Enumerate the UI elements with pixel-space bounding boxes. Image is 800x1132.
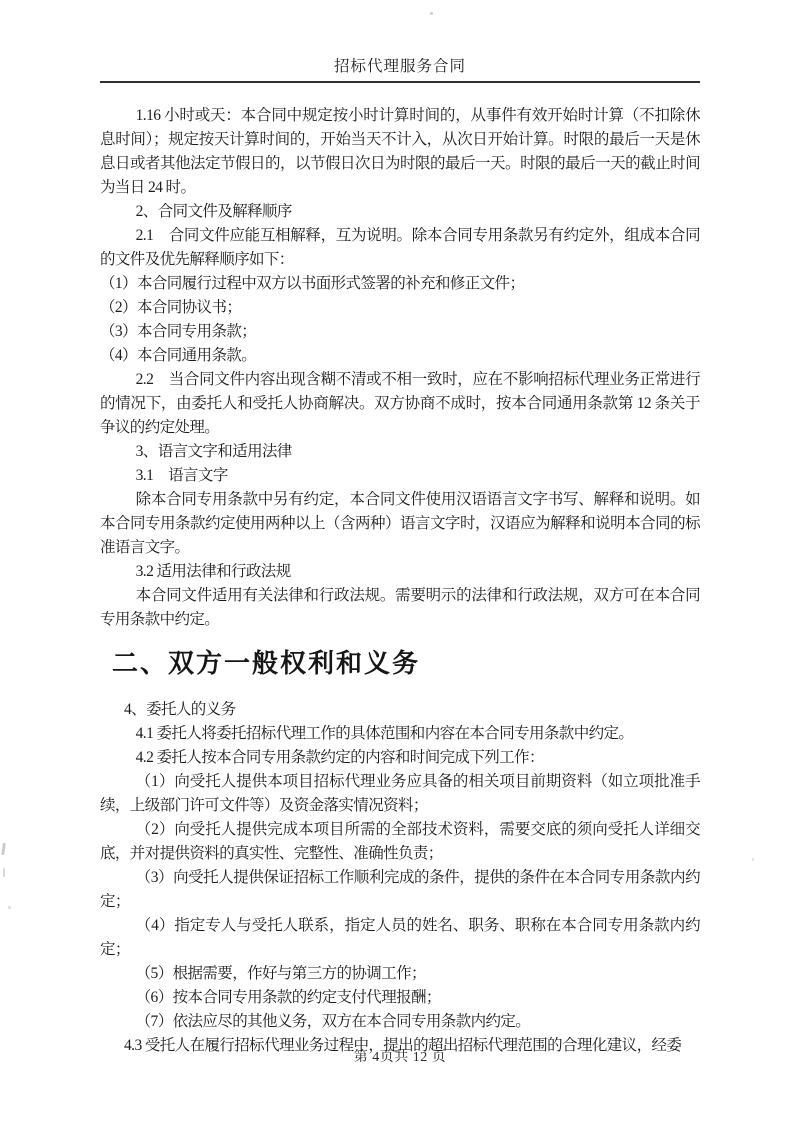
- clause-3-1-body: 除本合同专用条款中另有约定，本合同文件使用汉语语言文字书写、解释和说明。如本合同专用条款约定使用两种以上（含两种）语言文字时，汉语应为解释和说明本合同的标准语言文字。: [100, 491, 700, 556]
- chapter-2-heading: 二、双方一般权利和义务: [112, 648, 421, 678]
- scan-artifact: [8, 906, 11, 909]
- item-4-2-2: （2）向受托人提供完成本项目所需的全部技术资料，需要交底的须向受托人详细交底，并对提供资料的真实性、完整性、准确性负责；: [100, 821, 700, 862]
- document-body: [100, 104, 700, 1058]
- clause-4-1: 4.1 委托人将委托招标代理工作的具体范围和内容在本合同专用条款中约定。: [135, 725, 634, 742]
- scan-artifact: [1, 843, 6, 855]
- item-2-1-4: （4）本合同通用条款。: [100, 347, 257, 364]
- clause-4-3: 4.3 受托人在履行招标代理业务过程中，提出的超出招标代理范围的合理化建议，经委: [124, 1037, 682, 1054]
- header-title: 招标代理服务合同: [333, 58, 466, 75]
- scan-artifact: [3, 868, 5, 877]
- clause-3-1-title: 3.1 语言文字: [135, 467, 228, 484]
- header-rule: [100, 81, 700, 83]
- clause-3-2-title: 3.2 适用法律和行政法规: [135, 563, 291, 580]
- section-4-title: 4、委托人的义务: [124, 701, 236, 718]
- item-4-2-4: （4）指定专人与受托人联系，指定人员的姓名、职务、职称在本合同专用条款内约定；: [100, 917, 700, 958]
- clause-1-16: 1.16 小时或天：本合同中规定按小时计算时间的，从事件有效开始时计算（不扣除休息时间）；规定按天计算时间的，开始当天不计入，从次日开始计算。时限的最后一天是休息日或者其他法定节假日的，以节假日次日为时限的最后一天。时限的最后一天的截止时间为当日 24 时。: [100, 107, 700, 196]
- item-2-1-2: （2）本合同协议书；: [100, 299, 242, 316]
- clause-3-2-body: 本合同文件适用有关法律和行政法规。需要明示的法律和行政法规，双方可在本合同专用条款中约定。: [100, 587, 700, 628]
- scan-artifact: [430, 12, 433, 15]
- item-4-2-3: （3）向受托人提供保证招标工作顺利完成的条件，提供的条件在本合同专用条款内约定；: [100, 869, 700, 910]
- item-4-2-6: （6）按本合同专用条款的约定支付代理报酬；: [135, 989, 441, 1006]
- page-number: 第 4页共 12 页: [353, 1050, 447, 1065]
- item-2-1-1: （1）本合同履行过程中双方以书面形式签署的补充和修正文件；: [100, 275, 525, 292]
- section-2-title: 2、合同文件及解释顺序: [135, 203, 292, 220]
- clause-4-2: 4.2 委托人按本合同专用条款约定的内容和时间完成下列工作：: [135, 749, 544, 766]
- page-footer: [0, 1046, 800, 1066]
- clause-2-1: 2.1 合同文件应能互相解释，互为说明。除本合同专用条款另有约定外，组成本合同的文件及优先解释顺序如下：: [100, 227, 700, 268]
- section-3-title: 3、语言文字和适用法律: [135, 443, 292, 460]
- item-4-2-1: （1）向受托人提供本项目招标代理业务应具备的相关项目前期资料（如立项批准手续，上级部门许可文件等）及资金落实情况资料；: [100, 773, 700, 814]
- scan-artifact: [752, 858, 754, 861]
- item-2-1-3: （3）本合同专用条款；: [100, 323, 257, 340]
- item-4-2-5: （5）根据需要，作好与第三方的协调工作；: [135, 965, 426, 982]
- clause-2-2: 2.2 当合同文件内容出现含糊不清或不相一致时，应在不影响招标代理业务正常进行的情况下，由委托人和受托人协商解决。双方协商不成时，按本合同通用条款第 12 条关于争议的约定处理。: [100, 371, 700, 436]
- item-4-2-7: （7）依法应尽的其他义务，双方在本合同专用条款内约定。: [135, 1013, 531, 1030]
